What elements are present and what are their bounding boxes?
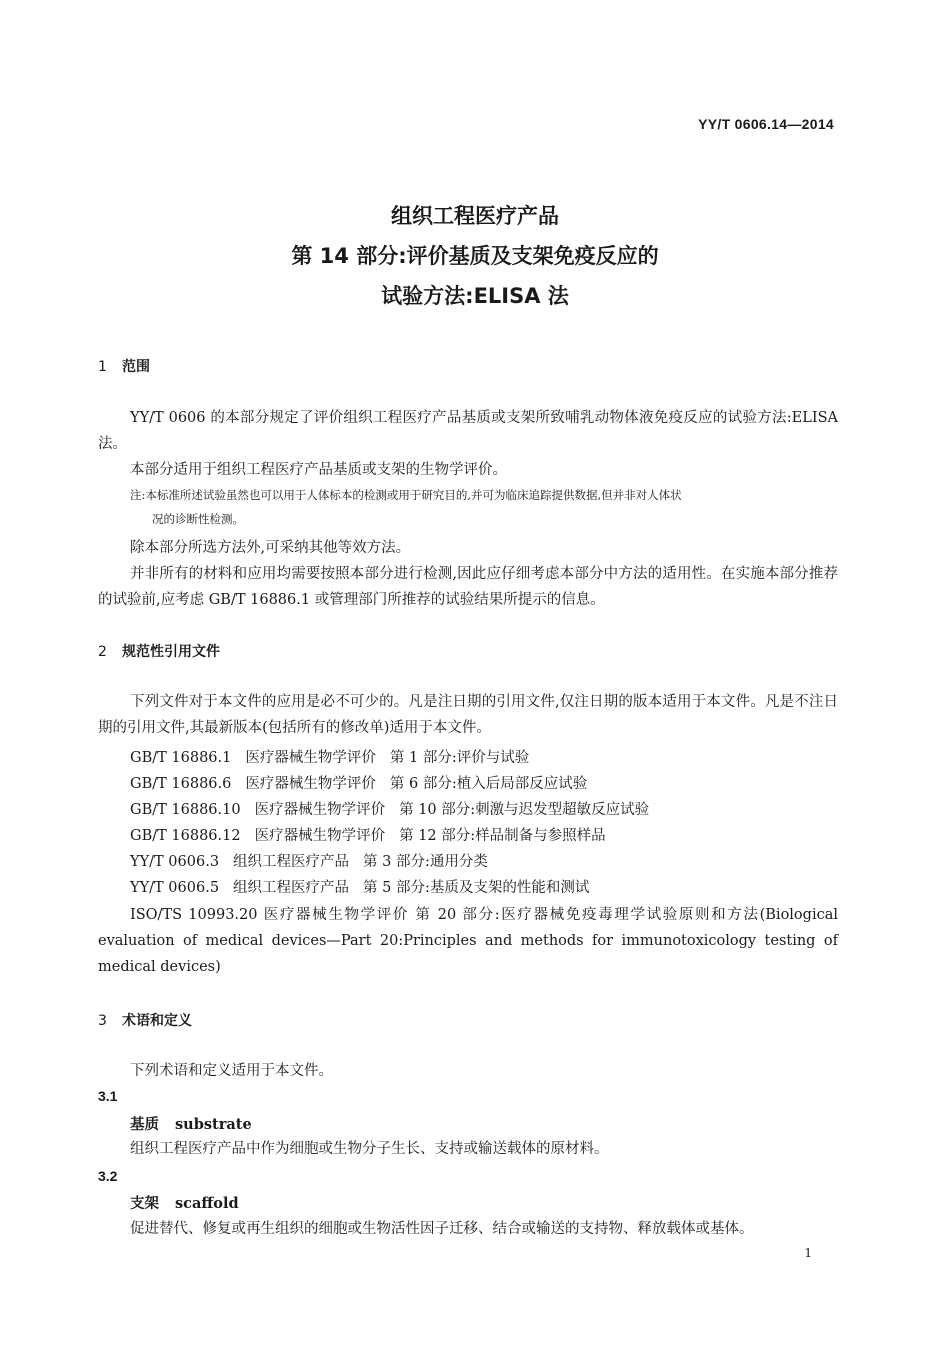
term-definition: 促进替代、修复或再生组织的细胞或生物活性因子迁移、结合或输送的支持物、释放载体或基体。 bbox=[130, 1221, 754, 1237]
reference-code: GB/T 16886.12 bbox=[130, 828, 241, 844]
reference-item bbox=[130, 876, 603, 897]
term-cn: 基质 bbox=[130, 1116, 159, 1133]
reference-item bbox=[130, 798, 663, 819]
reference-code: GB/T 16886.6 bbox=[130, 776, 232, 792]
section-1-paragraph-2: 本部分适用于组织工程医疗产品基质或支架的生物学评价。 bbox=[130, 462, 507, 478]
section-3-intro: 下列术语和定义适用于本文件。 bbox=[130, 1063, 333, 1079]
standard-code: YY/T 0606.14—2014 bbox=[698, 116, 834, 132]
reference-part: 第 1 部分:评价与试验 bbox=[389, 750, 530, 766]
document-title bbox=[0, 196, 950, 316]
reference-item bbox=[130, 772, 601, 793]
reference-code: GB/T 16886.1 bbox=[130, 750, 232, 766]
section-3-heading bbox=[98, 1010, 192, 1030]
note-line-1: 注:本标准所述试验虽然也可以用于人体标本的检测或用于研究目的,并可为临床追踪提供数据,但并非对人体状 bbox=[130, 488, 682, 502]
section-1-heading bbox=[98, 356, 150, 376]
reference-item bbox=[130, 746, 543, 767]
term-number: 3.1 bbox=[98, 1088, 118, 1104]
reference-code: GB/T 16886.10 bbox=[130, 802, 241, 818]
reference-title: 医疗器械生物学评价 bbox=[254, 828, 386, 844]
section-2-heading bbox=[98, 641, 220, 661]
reference-part: 第 5 部分:基质及支架的性能和测试 bbox=[363, 880, 590, 896]
section-2-intro: 下列文件对于本文件的应用是必不可少的。凡是注日期的引用文件,仅注日期的版本适用于本文件。凡是不注日期的引用文件,其最新版本(包括所有的修改单)适用于本文件。 bbox=[98, 694, 838, 736]
title-line-3: 试验方法:ELISA 法 bbox=[381, 284, 569, 308]
reference-part: 第 6 部分:植入后局部反应试验 bbox=[389, 776, 588, 792]
term-definition: 组织工程医疗产品中作为细胞或生物分子生长、支持或输送载体的原材料。 bbox=[130, 1141, 609, 1157]
section-number: 3 bbox=[98, 1013, 107, 1029]
reference-part: 第 10 部分:刺激与迟发型超敏反应试验 bbox=[399, 802, 650, 818]
term-en: scaffold bbox=[175, 1195, 239, 1212]
title-line-1: 组织工程医疗产品 bbox=[391, 204, 559, 228]
section-title: 规范性引用文件 bbox=[122, 644, 220, 660]
term-en: substrate bbox=[175, 1116, 252, 1133]
reference-part: 第 3 部分:通用分类 bbox=[363, 854, 488, 870]
section-number: 2 bbox=[98, 644, 107, 660]
term-cn: 支架 bbox=[130, 1195, 159, 1212]
note-line-2: 况的诊断性检测。 bbox=[152, 512, 244, 526]
section-1-paragraph-1: YY/T 0606 的本部分规定了评价组织工程医疗产品基质或支架所致哺乳动物体液免疫反应的试验方法:ELISA 法。 bbox=[98, 410, 838, 452]
reference-code: YY/T 0606.5 bbox=[130, 880, 220, 896]
reference-title: 组织工程医疗产品 bbox=[233, 854, 350, 870]
reference-title: 组织工程医疗产品 bbox=[233, 880, 350, 896]
reference-item bbox=[130, 850, 502, 871]
reference-code: YY/T 0606.3 bbox=[130, 854, 220, 870]
term-number: 3.2 bbox=[98, 1168, 118, 1184]
section-title: 术语和定义 bbox=[122, 1013, 192, 1029]
section-1-paragraph-4: 并非所有的材料和应用均需要按照本部分进行检测,因此应仔细考虑本部分中方法的适用性。在实施本部分推荐的试验前,应考虑 GB/T 16886.1 或管理部门所推荐的试验结果所提示的信息。 bbox=[98, 566, 838, 608]
section-title: 范围 bbox=[122, 359, 150, 375]
reference-title: 医疗器械生物学评价 bbox=[254, 802, 386, 818]
reference-item bbox=[130, 824, 620, 845]
term-heading bbox=[130, 1113, 252, 1134]
section-1-paragraph-3: 除本部分所选方法外,可采纳其他等效方法。 bbox=[130, 540, 411, 556]
reference-part: 第 12 部分:样品制备与参照样品 bbox=[399, 828, 606, 844]
title-line-2: 第 14 部分:评价基质及支架免疫反应的 bbox=[291, 244, 659, 268]
term-heading bbox=[130, 1192, 239, 1213]
section-number: 1 bbox=[98, 359, 107, 375]
page-number: 1 bbox=[804, 1246, 812, 1260]
section-1-note bbox=[130, 483, 838, 531]
reference-title: 医疗器械生物学评价 bbox=[245, 750, 376, 766]
iso-reference: ISO/TS 10993.20 医疗器械生物学评价 第 20 部分:医疗器械免疫毒理学试验原则和方法(Biological evaluation of medical devices—Part 20:Principles and methods for immunotoxicology testing of medical devices) bbox=[98, 907, 838, 975]
reference-title: 医疗器械生物学评价 bbox=[245, 776, 376, 792]
